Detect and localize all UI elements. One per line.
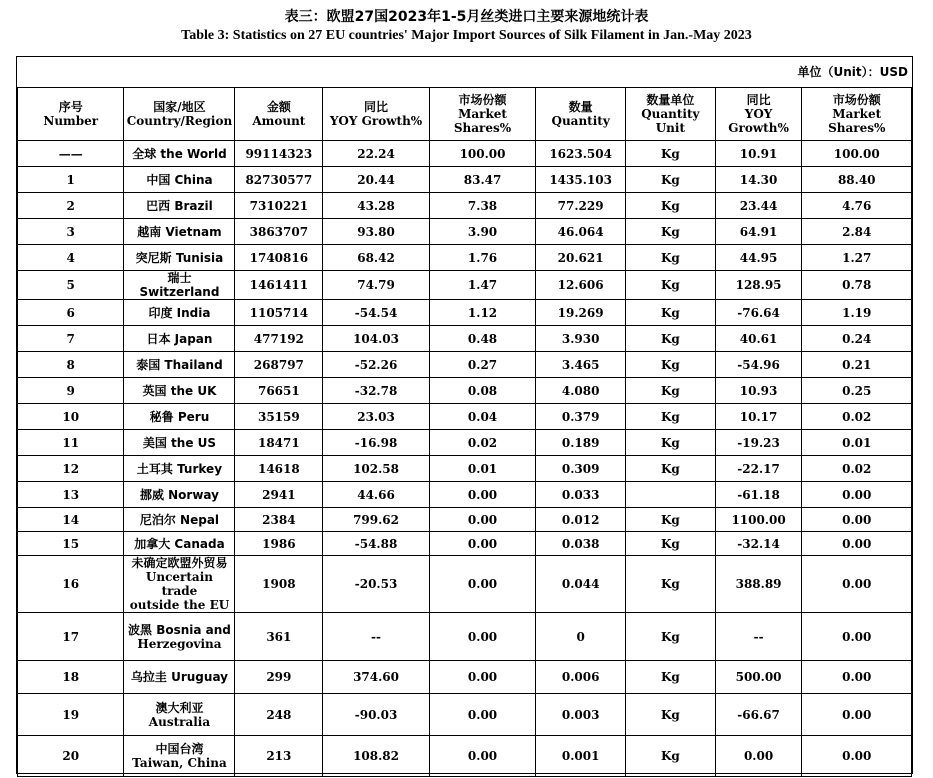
- row-amount: 14618: [235, 456, 323, 482]
- row-yoy: 93.80: [323, 219, 430, 245]
- title-english: Table 3: Statistics on 27 EU countries' Major Import Sources of Silk Filament in Jan.-May 2023: [181, 28, 752, 43]
- table-row: [18, 556, 912, 613]
- row-country: 乌拉圭 Uruguay: [124, 661, 235, 694]
- country-line: outside the EU: [129, 598, 230, 612]
- row-country: 越南 Vietnam: [124, 219, 235, 245]
- table-row: [18, 613, 912, 661]
- row-unit: Kg: [626, 613, 716, 661]
- table-row: [18, 352, 912, 378]
- row-share: 100.00: [429, 141, 535, 167]
- row-share: 83.47: [429, 167, 535, 193]
- row-number: 11: [18, 430, 124, 456]
- row-yoy: -32.78: [323, 378, 430, 404]
- header-quantity: 数量 Quantity: [536, 88, 626, 141]
- row-country: 尼泊尔 Nepal: [124, 508, 235, 532]
- row-country: 中国 China: [124, 167, 235, 193]
- row-quantity: 1623.504: [536, 141, 626, 167]
- row-share: 0.48: [429, 326, 535, 352]
- row-country: 日本 Japan: [124, 326, 235, 352]
- row-quantity-yoy: -76.64: [715, 300, 802, 326]
- country-line: Australia: [148, 714, 211, 729]
- row-share: 0.00: [429, 508, 535, 532]
- row-quantity-share: 100.00: [802, 141, 912, 167]
- table-row: [18, 404, 912, 430]
- row-yoy: -54.54: [323, 300, 430, 326]
- row-number: 20: [18, 736, 124, 777]
- row-unit: Kg: [626, 245, 716, 271]
- row-quantity-yoy: 0.00: [715, 736, 802, 777]
- country-line: Uncertain trade: [145, 570, 213, 598]
- row-quantity-share: 88.40: [802, 167, 912, 193]
- row-yoy: -52.26: [323, 352, 430, 378]
- row-share: 0.00: [429, 661, 535, 694]
- row-number: 14: [18, 508, 124, 532]
- row-amount: 248: [235, 694, 323, 736]
- row-quantity-share: 0.00: [802, 532, 912, 556]
- table-row: [18, 219, 912, 245]
- row-unit: Kg: [626, 193, 716, 219]
- table-row: [18, 378, 912, 404]
- row-number: 2: [18, 193, 124, 219]
- row-country: 英国 the UK: [124, 378, 235, 404]
- row-yoy: -16.98: [323, 430, 430, 456]
- row-amount: 1105714: [235, 300, 323, 326]
- row-quantity-share: 0.00: [802, 613, 912, 661]
- table-frame: [16, 56, 913, 774]
- row-quantity: 0.033: [536, 482, 626, 508]
- row-country: [124, 556, 235, 613]
- row-unit: Kg: [626, 271, 716, 300]
- row-quantity: 0.001: [536, 736, 626, 777]
- row-number: 3: [18, 219, 124, 245]
- row-share: 0.02: [429, 430, 535, 456]
- table-row: [18, 193, 912, 219]
- row-quantity-yoy: -19.23: [715, 430, 802, 456]
- row-quantity-share: 0.00: [802, 736, 912, 777]
- row-quantity: 12.606: [536, 271, 626, 300]
- row-amount: 2941: [235, 482, 323, 508]
- statistics-table: [17, 87, 912, 777]
- row-share: 0.00: [429, 736, 535, 777]
- row-country: 土耳其 Turkey: [124, 456, 235, 482]
- country-line: Herzegovina: [137, 636, 222, 651]
- row-unit: Kg: [626, 736, 716, 777]
- unit-note: 单位（Unit）：USD: [797, 65, 908, 79]
- table-row: [18, 167, 912, 193]
- row-quantity: 20.621: [536, 245, 626, 271]
- header-share: 市场份额 Market Shares%: [429, 88, 535, 141]
- row-quantity-share: 0.00: [802, 556, 912, 613]
- row-quantity-share: 2.84: [802, 219, 912, 245]
- row-quantity: 0.006: [536, 661, 626, 694]
- header-quantity-share: 市场份额 Market Shares%: [802, 88, 912, 141]
- table-row: [18, 532, 912, 556]
- row-number: 19: [18, 694, 124, 736]
- row-amount: 35159: [235, 404, 323, 430]
- table-row: [18, 430, 912, 456]
- row-quantity-yoy: 10.93: [715, 378, 802, 404]
- table-row: [18, 736, 912, 777]
- row-quantity-yoy: 10.17: [715, 404, 802, 430]
- row-number: 6: [18, 300, 124, 326]
- row-amount: 1461411: [235, 271, 323, 300]
- row-number: 17: [18, 613, 124, 661]
- row-country: 印度 India: [124, 300, 235, 326]
- row-yoy: 104.03: [323, 326, 430, 352]
- row-quantity-yoy: 500.00: [715, 661, 802, 694]
- row-quantity-share: 4.76: [802, 193, 912, 219]
- row-share: 1.76: [429, 245, 535, 271]
- row-share: 0.27: [429, 352, 535, 378]
- row-amount: 76651: [235, 378, 323, 404]
- row-country: 秘鲁 Peru: [124, 404, 235, 430]
- row-quantity: 1435.103: [536, 167, 626, 193]
- table-row: [18, 300, 912, 326]
- row-country: [124, 694, 235, 736]
- row-quantity-yoy: 388.89: [715, 556, 802, 613]
- row-unit: Kg: [626, 141, 716, 167]
- row-unit: Kg: [626, 300, 716, 326]
- row-number: 18: [18, 661, 124, 694]
- row-quantity-yoy: 1100.00: [715, 508, 802, 532]
- table-row: [18, 694, 912, 736]
- row-yoy: 108.82: [323, 736, 430, 777]
- row-quantity-yoy: 64.91: [715, 219, 802, 245]
- row-quantity-share: 1.27: [802, 245, 912, 271]
- country-line: 澳大利亚: [155, 700, 204, 715]
- row-share: 0.00: [429, 694, 535, 736]
- row-quantity-share: 0.00: [802, 508, 912, 532]
- row-unit: [626, 482, 716, 508]
- row-number: 10: [18, 404, 124, 430]
- table-row: [18, 326, 912, 352]
- row-quantity-yoy: -22.17: [715, 456, 802, 482]
- row-yoy: 374.60: [323, 661, 430, 694]
- row-number: 4: [18, 245, 124, 271]
- row-unit: Kg: [626, 694, 716, 736]
- row-yoy: -90.03: [323, 694, 430, 736]
- row-quantity: 0.038: [536, 532, 626, 556]
- row-quantity-share: 0.00: [802, 694, 912, 736]
- row-number: 15: [18, 532, 124, 556]
- row-amount: 7310221: [235, 193, 323, 219]
- row-country: 泰国 Thailand: [124, 352, 235, 378]
- row-quantity-share: 0.78: [802, 271, 912, 300]
- header-quantity-yoy: 同比 YOY Growth%: [715, 88, 802, 141]
- row-quantity: 4.080: [536, 378, 626, 404]
- row-quantity-share: 1.19: [802, 300, 912, 326]
- country-line: 波黑 Bosnia and: [128, 622, 231, 637]
- row-quantity: 0.003: [536, 694, 626, 736]
- row-amount: 213: [235, 736, 323, 777]
- row-quantity: 0.044: [536, 556, 626, 613]
- row-quantity-share: 0.02: [802, 404, 912, 430]
- row-country: [124, 736, 235, 777]
- row-number: 5: [18, 271, 124, 300]
- row-quantity: 0: [536, 613, 626, 661]
- table-row: [18, 456, 912, 482]
- row-unit: Kg: [626, 556, 716, 613]
- row-number: 16: [18, 556, 124, 613]
- row-share: 0.01: [429, 456, 535, 482]
- row-yoy: 102.58: [323, 456, 430, 482]
- row-quantity-yoy: -54.96: [715, 352, 802, 378]
- row-share: 0.00: [429, 556, 535, 613]
- table-row: [18, 482, 912, 508]
- country-line: Taiwan, China: [132, 756, 227, 770]
- row-quantity: 19.269: [536, 300, 626, 326]
- row-number: ——: [18, 141, 124, 167]
- table-row: [18, 508, 912, 532]
- table-row: [18, 661, 912, 694]
- row-country: 挪威 Norway: [124, 482, 235, 508]
- row-quantity-yoy: 40.61: [715, 326, 802, 352]
- row-number: 7: [18, 326, 124, 352]
- row-quantity-yoy: -66.67: [715, 694, 802, 736]
- table-row: [18, 245, 912, 271]
- row-quantity-yoy: 128.95: [715, 271, 802, 300]
- row-yoy: 44.66: [323, 482, 430, 508]
- row-amount: 99114323: [235, 141, 323, 167]
- row-quantity-share: 0.00: [802, 482, 912, 508]
- row-quantity: 3.465: [536, 352, 626, 378]
- row-share: 0.00: [429, 532, 535, 556]
- row-quantity-share: 0.21: [802, 352, 912, 378]
- header-quantity-unit: 数量单位 Quantity Unit: [626, 88, 716, 141]
- row-yoy: 23.03: [323, 404, 430, 430]
- country-line: 未确定欧盟外贸易: [131, 556, 228, 570]
- row-amount: 1986: [235, 532, 323, 556]
- header-row: [18, 88, 912, 141]
- row-quantity-share: 0.00: [802, 661, 912, 694]
- row-share: 3.90: [429, 219, 535, 245]
- header-amount: 金额 Amount: [235, 88, 323, 141]
- row-unit: Kg: [626, 352, 716, 378]
- row-share: 0.00: [429, 613, 535, 661]
- row-amount: 1908: [235, 556, 323, 613]
- row-yoy: -20.53: [323, 556, 430, 613]
- row-quantity: 0.309: [536, 456, 626, 482]
- table-row: [18, 271, 912, 300]
- row-share: 1.47: [429, 271, 535, 300]
- row-share: 0.00: [429, 482, 535, 508]
- row-amount: 2384: [235, 508, 323, 532]
- row-country: 加拿大 Canada: [124, 532, 235, 556]
- row-amount: 82730577: [235, 167, 323, 193]
- row-yoy: --: [323, 613, 430, 661]
- row-yoy: 74.79: [323, 271, 430, 300]
- row-country: 瑞士 Switzerland: [124, 271, 235, 300]
- row-share: 0.08: [429, 378, 535, 404]
- row-unit: Kg: [626, 404, 716, 430]
- row-unit: Kg: [626, 532, 716, 556]
- row-quantity: 0.012: [536, 508, 626, 532]
- row-unit: Kg: [626, 508, 716, 532]
- row-amount: 477192: [235, 326, 323, 352]
- row-unit: Kg: [626, 456, 716, 482]
- row-unit: Kg: [626, 661, 716, 694]
- row-quantity-yoy: 14.30: [715, 167, 802, 193]
- row-country: 美国 the US: [124, 430, 235, 456]
- header-yoy: 同比 YOY Growth%: [323, 88, 430, 141]
- row-quantity-share: 0.25: [802, 378, 912, 404]
- row-share: 0.04: [429, 404, 535, 430]
- row-quantity-share: 0.01: [802, 430, 912, 456]
- row-quantity-yoy: 23.44: [715, 193, 802, 219]
- row-country: 突尼斯 Tunisia: [124, 245, 235, 271]
- row-number: 12: [18, 456, 124, 482]
- row-quantity-yoy: -61.18: [715, 482, 802, 508]
- row-amount: 268797: [235, 352, 323, 378]
- row-unit: Kg: [626, 219, 716, 245]
- row-unit: Kg: [626, 167, 716, 193]
- row-quantity: 77.229: [536, 193, 626, 219]
- row-amount: 1740816: [235, 245, 323, 271]
- row-unit: Kg: [626, 378, 716, 404]
- country-line: 中国台湾: [155, 742, 204, 756]
- row-unit: Kg: [626, 326, 716, 352]
- row-country: [124, 613, 235, 661]
- table-row: [18, 141, 912, 167]
- row-share: 7.38: [429, 193, 535, 219]
- row-share: 1.12: [429, 300, 535, 326]
- header-number: 序号 Number: [18, 88, 124, 141]
- row-quantity-share: 0.24: [802, 326, 912, 352]
- row-quantity-yoy: 10.91: [715, 141, 802, 167]
- row-number: 13: [18, 482, 124, 508]
- title-chinese: 表三：欧盟27国2023年1-5月丝类进口主要来源地统计表: [284, 9, 649, 25]
- row-yoy: 43.28: [323, 193, 430, 219]
- row-yoy: 22.24: [323, 141, 430, 167]
- row-yoy: -54.88: [323, 532, 430, 556]
- row-quantity: 46.064: [536, 219, 626, 245]
- row-amount: 361: [235, 613, 323, 661]
- row-yoy: 68.42: [323, 245, 430, 271]
- row-yoy: 799.62: [323, 508, 430, 532]
- row-amount: 3863707: [235, 219, 323, 245]
- row-yoy: 20.44: [323, 167, 430, 193]
- row-amount: 299: [235, 661, 323, 694]
- row-number: 8: [18, 352, 124, 378]
- row-country: 全球 the World: [124, 141, 235, 167]
- header-country: 国家/地区 Country/Region: [124, 88, 235, 141]
- row-unit: Kg: [626, 430, 716, 456]
- row-amount: 18471: [235, 430, 323, 456]
- row-quantity-yoy: -32.14: [715, 532, 802, 556]
- row-quantity-share: 0.02: [802, 456, 912, 482]
- row-quantity: 3.930: [536, 326, 626, 352]
- row-quantity-yoy: --: [715, 613, 802, 661]
- row-quantity: 0.189: [536, 430, 626, 456]
- row-number: 9: [18, 378, 124, 404]
- row-number: 1: [18, 167, 124, 193]
- row-quantity: 0.379: [536, 404, 626, 430]
- row-quantity-yoy: 44.95: [715, 245, 802, 271]
- row-country: 巴西 Brazil: [124, 193, 235, 219]
